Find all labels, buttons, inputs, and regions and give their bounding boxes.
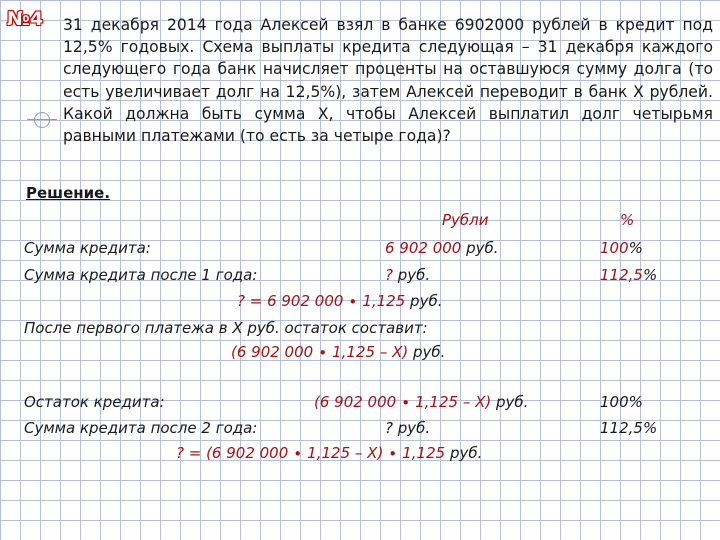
after-year1-unknown: ? <box>385 266 393 284</box>
column-header-rubles: Рубли <box>442 211 489 229</box>
loan-amount-percent <box>600 239 643 257</box>
crosshair-circle-icon <box>34 112 50 128</box>
equation-year2-unit: руб. <box>445 444 483 462</box>
problem-number-badge: №4 <box>7 8 44 30</box>
remainder-expr: (6 902 000 ∙ 1,125 – X) <box>231 343 409 361</box>
after-year1-percent <box>600 266 657 284</box>
balance-percent: 100% <box>600 393 643 411</box>
equation-year2-expr: ? = (6 902 000 ∙ 1,125 – X) ∙ 1,125 <box>176 444 446 462</box>
after-year2-value: ? руб. <box>385 419 431 437</box>
after-year2-label: Сумма кредита после 2 года: <box>24 419 258 437</box>
balance-unit: руб. <box>491 393 529 411</box>
after-payment-text: После первого платежа в X руб. остаток составит: <box>24 319 428 337</box>
loan-amount-label: Сумма кредита: <box>24 239 151 257</box>
loan-percent-number: 100 <box>600 239 629 257</box>
after-year1-value <box>385 266 430 284</box>
solution-heading: Решение. <box>26 184 111 202</box>
equation-year1-unit: руб. <box>405 292 443 310</box>
balance-label: Остаток кредита: <box>24 393 165 411</box>
remainder-unit: руб. <box>408 343 446 361</box>
balance-value <box>314 393 528 411</box>
column-header-percent: % <box>620 211 635 229</box>
after-year1-unit: руб. <box>392 266 431 284</box>
after-year1-percent-number: 112,5 <box>600 266 643 284</box>
loan-percent-sign: % <box>628 239 643 257</box>
after-year1-percent-sign: % <box>642 266 658 284</box>
balance-expr: (6 902 000 ∙ 1,125 – X) <box>314 393 492 411</box>
remainder-expression <box>231 343 445 361</box>
problem-statement: 31 декабря 2014 года Алексей взял в банке 6902000 рублей в кредит под 12,5% годовых. Схема выплаты кредита следующая – 31 декабря каждого следующего года банк начисляет проценты на оставшуюся сумму долга (то есть увеличивает долг на 12,5%), затем Алексей переводит в банк X рублей. Какой должна быть сумма X, чтобы Алексей выплатил долг четырьмя равными платежами (то есть за четыре года)? <box>63 16 713 146</box>
equation-year2 <box>176 444 482 462</box>
equation-year1 <box>237 292 442 310</box>
after-year1-label: Сумма кредита после 1 года: <box>24 266 258 284</box>
loan-amount-number: 6 902 000 <box>385 239 462 257</box>
loan-amount-unit: руб. <box>461 239 499 257</box>
equation-year1-expr: ? = 6 902 000 ∙ 1,125 <box>237 292 406 310</box>
after-year2-percent: 112,5% <box>600 419 658 437</box>
loan-amount-value <box>385 239 499 257</box>
